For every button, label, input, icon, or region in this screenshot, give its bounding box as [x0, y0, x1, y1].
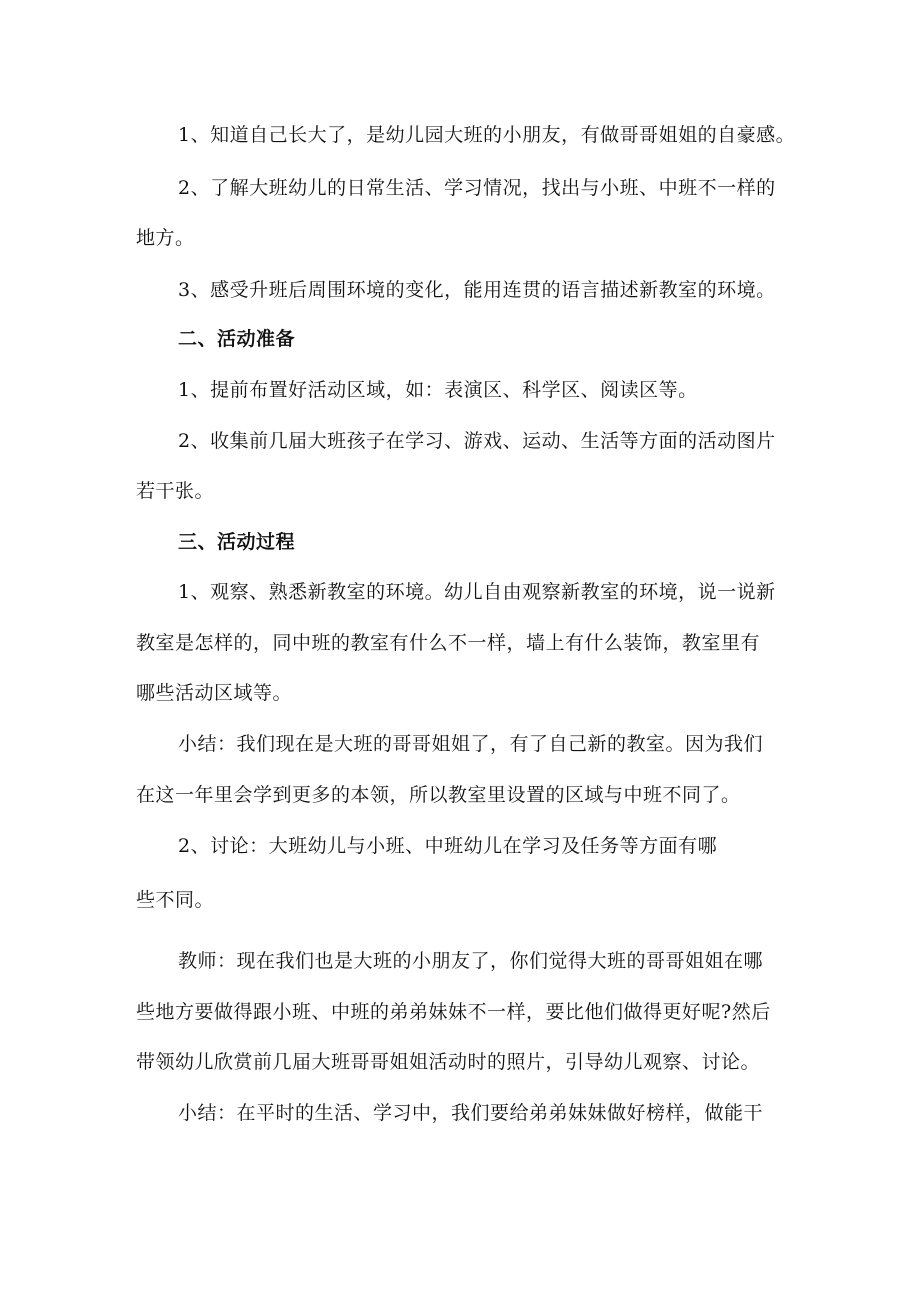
goal-2-text: 2、了解大班幼儿的日常生活、学习情况，找出与小班、中班不一样的	[178, 177, 776, 199]
teacher-text-continued: 些地方要做得跟小班、中班的弟弟妹妹不一样，要比他们做得更好呢?然后	[136, 1001, 771, 1023]
goal-3-text: 3、感受升班后周围环境的变化，能用连贯的语言描述新教室的环境。	[178, 279, 776, 301]
preparation-2-text: 2、收集前几届大班孩子在学习、游戏、运动、生活等方面的活动图片	[178, 430, 776, 452]
section-heading-process: 三、活动过程	[178, 531, 296, 553]
process-2-text: 2、讨论：大班幼儿与小班、中班幼儿在学习及任务等方面有哪	[178, 835, 718, 857]
section-heading-preparation: 二、活动准备	[178, 328, 296, 350]
process-1-text-continued: 哪些活动区域等。	[136, 682, 293, 704]
preparation-2-text-continued: 若干张。	[136, 480, 215, 502]
process-1-text: 1、观察、熟悉新教室的环境。幼儿自由观察新教室的环境，说一说新	[178, 581, 776, 603]
summary-1-text-continued: 在这一年里会学到更多的本领，所以教室里设置的区域与中班不同了。	[136, 784, 741, 806]
goal-2-text-continued: 地方。	[136, 227, 195, 249]
preparation-1-text: 1、提前布置好活动区域，如：表演区、科学区、阅读区等。	[178, 379, 698, 401]
teacher-text-continued: 带领幼儿欣赏前几届大班哥哥姐姐活动时的照片，引导幼儿观察、讨论。	[136, 1051, 761, 1073]
summary-2-text: 小结：在平时的生活、学习中，我们要给弟弟妹妹做好榜样，做能干	[178, 1102, 764, 1124]
summary-1-text: 小结：我们现在是大班的哥哥姐姐了，有了自己新的教室。因为我们	[178, 733, 764, 755]
process-1-text-continued: 教室是怎样的，同中班的教室有什么不一样，墙上有什么装饰，教室里有	[136, 632, 761, 654]
process-2-text-continued: 些不同。	[136, 889, 215, 911]
goal-1-text: 1、知道自己长大了，是幼儿园大班的小朋友，有做哥哥姐姐的自豪感。	[178, 124, 796, 146]
teacher-text: 教师：现在我们也是大班的小朋友了，你们觉得大班的哥哥姐姐在哪	[178, 950, 764, 972]
